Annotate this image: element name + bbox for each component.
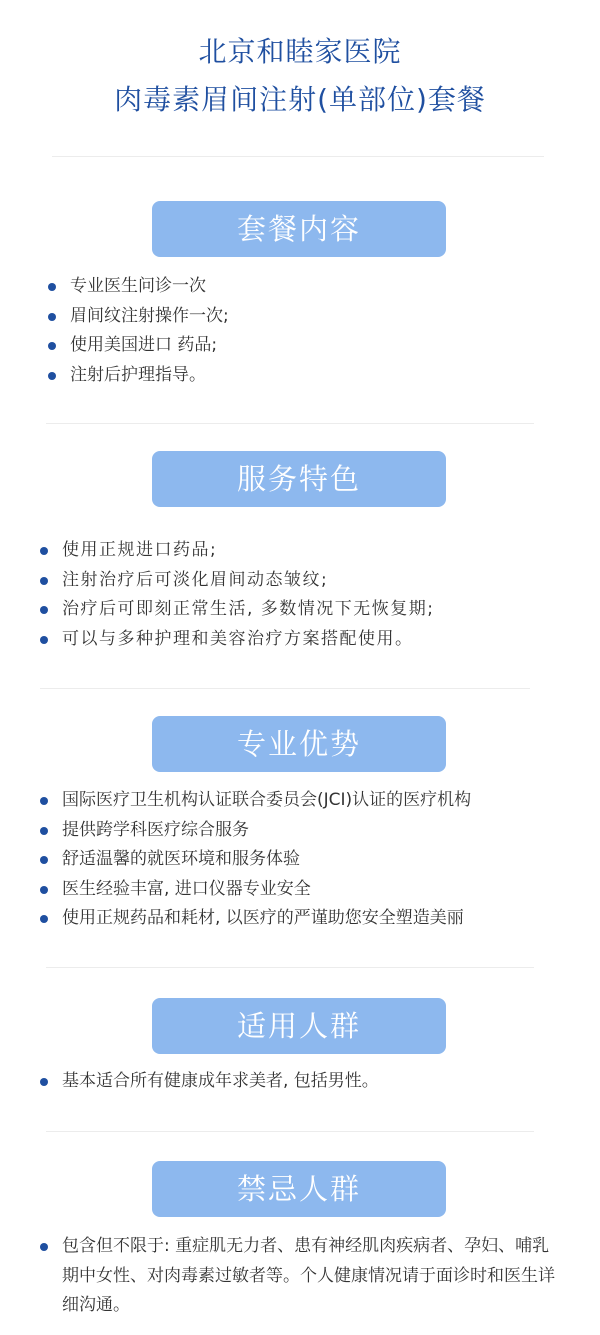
bullet-icon [40, 827, 48, 835]
bullet-icon [40, 547, 48, 555]
list-item [40, 845, 471, 875]
list-item-text: 包含但不限于: 重症肌无力者、患有神经肌肉疾病者、孕妇、哺乳期中女性、对肉毒素过敏者等。个人健康情况请于面诊时和医生详细沟通。 [62, 1236, 555, 1315]
professional-advantages-list [40, 786, 471, 934]
list-item [40, 786, 471, 816]
bullet-icon [48, 342, 56, 350]
list-item-text: 使用正规药品和耗材, 以医疗的严谨助您安全塑造美丽 [62, 908, 464, 928]
section-header-service-features: 服务特色 [152, 451, 446, 507]
list-item-text: 国际医疗卫生机构认证联合委员会(JCI)认证的医疗机构 [62, 790, 472, 810]
bullet-icon [40, 577, 48, 585]
divider [46, 423, 534, 424]
list-item-text: 专业医生问诊一次 [70, 276, 206, 296]
section-header-package-content: 套餐内容 [152, 201, 446, 257]
contraindicated-population-list [40, 1232, 560, 1321]
list-item [40, 595, 435, 625]
bullet-icon [48, 313, 56, 321]
bullet-icon [40, 636, 48, 644]
list-item [48, 361, 229, 391]
list-item-text: 可以与多种护理和美容治疗方案搭配使用。 [62, 628, 414, 649]
list-item [40, 875, 471, 905]
bullet-icon [40, 1078, 48, 1086]
list-item [48, 272, 229, 302]
page-title-line-2: 肉毒素眉间注射(单部位)套餐 [114, 83, 486, 116]
section-header-professional-advantages: 专业优势 [152, 716, 446, 772]
bullet-icon [48, 283, 56, 291]
suitable-population-list [40, 1067, 379, 1097]
bullet-icon [40, 606, 48, 614]
bullet-icon [40, 856, 48, 864]
list-item [40, 625, 435, 655]
list-item-text: 舒适温馨的就医环境和服务体验 [62, 849, 300, 869]
list-item [40, 566, 435, 596]
section-header-contraindicated-population: 禁忌人群 [152, 1161, 446, 1217]
bullet-icon [40, 915, 48, 923]
list-item-text: 医生经验丰富, 进口仪器专业安全 [62, 878, 311, 899]
bullet-icon [48, 372, 56, 380]
list-item-text: 注射后护理指导。 [70, 364, 206, 385]
list-item-text: 眉间纹注射操作一次; [70, 305, 229, 326]
list-item [40, 1232, 560, 1321]
divider [46, 1131, 534, 1132]
bullet-icon [40, 886, 48, 894]
list-item [40, 1067, 379, 1097]
bullet-icon [40, 1243, 48, 1251]
section-header-suitable-population: 适用人群 [152, 998, 446, 1054]
package-content-list [48, 272, 229, 390]
list-item-text: 治疗后可即刻正常生活, 多数情况下无恢复期; [62, 599, 435, 619]
list-item-text: 注射治疗后可淡化眉间动态皱纹; [62, 569, 329, 590]
service-features-list [40, 536, 435, 654]
list-item [40, 536, 435, 566]
list-item-text: 使用正规进口药品; [62, 540, 218, 560]
list-item-text: 使用美国进口 药品; [70, 335, 218, 355]
list-item [48, 302, 229, 332]
list-item [40, 816, 471, 846]
divider [52, 156, 544, 157]
bullet-icon [40, 797, 48, 805]
list-item [40, 904, 471, 934]
list-item-text: 基本适合所有健康成年求美者, 包括男性。 [62, 1071, 379, 1091]
divider [46, 967, 534, 968]
divider [40, 688, 530, 689]
list-item [48, 331, 229, 361]
list-item-text: 提供跨学科医疗综合服务 [62, 819, 249, 840]
page-title-line-1: 北京和睦家医院 [198, 35, 402, 68]
